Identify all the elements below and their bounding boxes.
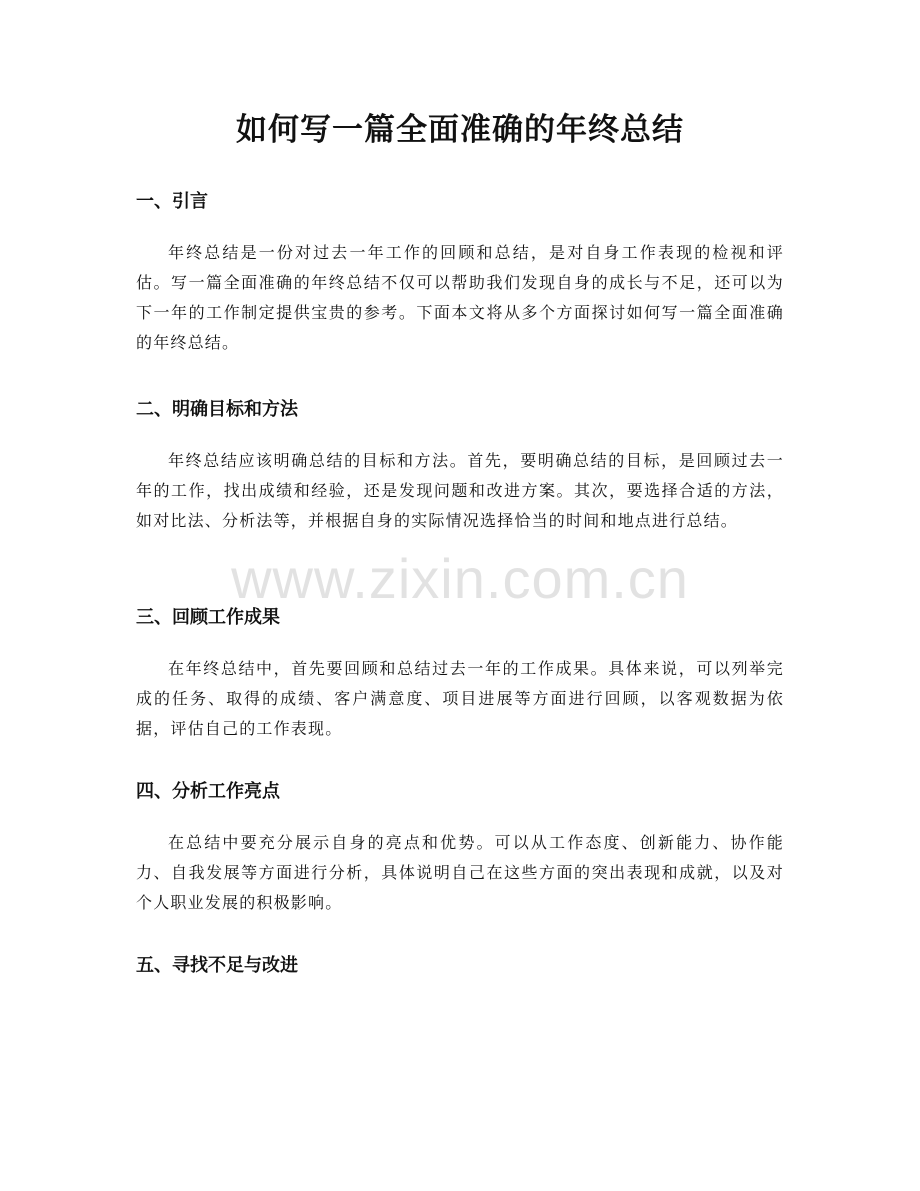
section-paragraph-results: 在年终总结中，首先要回顾和总结过去一年的工作成果。具体来说，可以列举完成的任务、取得的成绩、客户满意度、项目进展等方面进行回顾，以客观数据为依据，评估自己的工作表现。 — [136, 659, 784, 738]
section-heading-intro: 一、引言 — [136, 191, 208, 212]
section-paragraph-highlights: 在总结中要充分展示自身的亮点和优势。可以从工作态度、创新能力、协作能力、自我发展等方面进行分析，具体说明自己在这些方面的突出表现和成就，以及对个人职业发展的积极影响。 — [136, 833, 784, 912]
document-title: 如何写一篇全面准确的年终总结 — [236, 112, 684, 148]
watermark-text: www.zixin.com.cn — [231, 547, 689, 610]
section-heading-improvement: 五、寻找不足与改进 — [136, 955, 298, 976]
section-paragraph-goals: 年终总结应该明确总结的目标和方法。首先，要明确总结的目标，是回顾过去一年的工作，找出成绩和经验，还是发现问题和改进方案。其次，要选择合适的方法，如对比法、分析法等，并根据自身的实际情况选择恰当的时间和地点进行总结。 — [136, 451, 784, 530]
section-paragraph-intro: 年终总结是一份对过去一年工作的回顾和总结，是对自身工作表现的检视和评估。写一篇全面准确的年终总结不仅可以帮助我们发现自身的成长与不足，还可以为下一年的工作制定提供宝贵的参考。下面本文将从多个方面探讨如何写一篇全面准确的年终总结。 — [136, 243, 784, 352]
section-heading-goals: 二、明确目标和方法 — [136, 399, 298, 420]
section-heading-highlights: 四、分析工作亮点 — [136, 781, 280, 802]
section-heading-results: 三、回顾工作成果 — [136, 607, 280, 628]
